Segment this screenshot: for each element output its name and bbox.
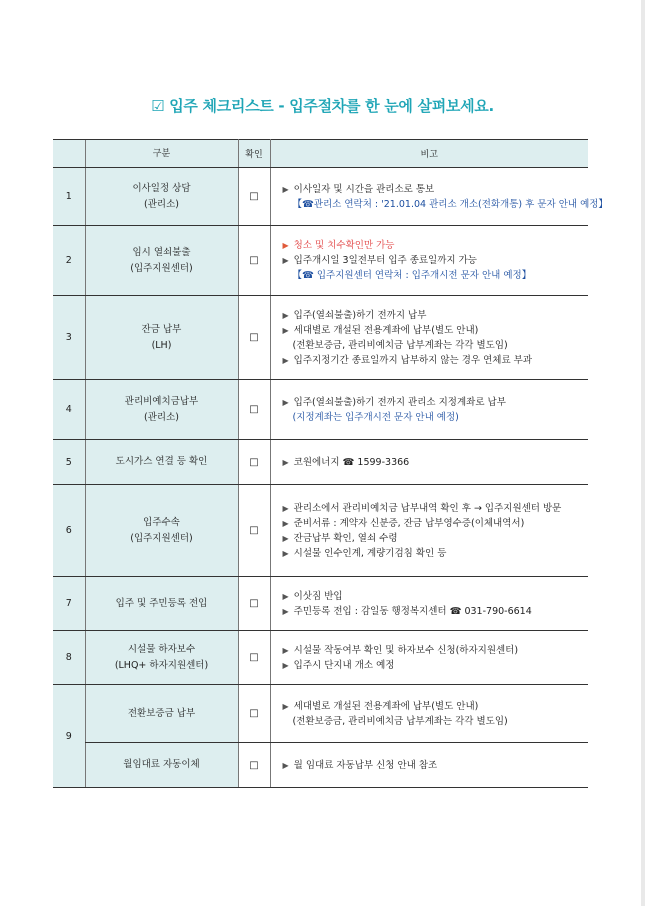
- note-line: [283, 455, 589, 470]
- note-text: 입주지정기간 종료일까지 납부하지 않는 경우 연체료 부과: [293, 354, 533, 366]
- table-row: [53, 440, 588, 485]
- triangle-bullet-icon: ▶: [282, 701, 289, 711]
- note-text: (전환보증금, 관리비예치금 납부계좌는 각각 별도임): [292, 715, 508, 727]
- table-row: [53, 685, 588, 743]
- note-text: 입주개시일 3일전부터 입주 종료일까지 가능: [293, 255, 477, 266]
- category-line: 입주수속: [143, 516, 180, 528]
- table-row: [53, 577, 588, 631]
- row-category: [85, 577, 238, 631]
- checkbox[interactable]: □: [249, 652, 259, 663]
- table-row: [53, 485, 588, 577]
- row-check-cell: [238, 226, 270, 296]
- triangle-bullet-icon: ▶: [282, 457, 289, 467]
- table-header-row: [53, 140, 588, 168]
- note-line: [283, 182, 589, 197]
- row-note: [270, 168, 608, 226]
- row-category: [85, 226, 238, 296]
- note-text: 이삿짐 반입: [293, 590, 343, 602]
- note-text: 시설물 인수인계, 계량기검침 확인 등: [293, 547, 447, 559]
- triangle-bullet-icon: ▶: [282, 503, 289, 513]
- category-line: 도시가스 연결 등 확인: [115, 456, 208, 467]
- triangle-bullet-icon: ▶: [282, 645, 289, 655]
- row-category: [85, 380, 238, 440]
- row-note: [270, 743, 588, 788]
- row-check-cell: [238, 631, 270, 685]
- row-number: 8: [53, 631, 85, 685]
- row-category: [85, 485, 238, 577]
- note-line: [283, 238, 589, 253]
- triangle-bullet-icon: ▶: [282, 325, 289, 335]
- note-line: [283, 353, 589, 368]
- note-text: 잔금납부 확인, 열쇠 수령: [293, 532, 398, 544]
- note-text: 주민등록 전입 : 감일동 행정복지센터 ☎ 031-790-6614: [293, 605, 532, 617]
- note-text: 청소 및 치수확인만 가능: [293, 240, 395, 251]
- header-note: 비고: [270, 140, 588, 168]
- table-row: [53, 631, 588, 685]
- note-text: 코원에너지 ☎ 1599-3366: [293, 456, 410, 468]
- note-text: 【☎ 입주지원센터 연락처 : 입주개시전 문자 안내 예정】: [292, 270, 532, 281]
- table-row: [53, 380, 588, 440]
- row-number: 6: [53, 485, 85, 577]
- checkbox[interactable]: □: [249, 456, 259, 468]
- triangle-bullet-icon: ▶: [282, 256, 289, 265]
- row-check-cell: [238, 743, 270, 788]
- row-number: 1: [53, 168, 85, 226]
- triangle-bullet-icon: ▶: [282, 548, 289, 558]
- note-text: (지정계좌는 입주개시전 문자 안내 예정): [292, 411, 459, 423]
- category-line: 임시 열쇠불출: [132, 246, 191, 258]
- triangle-bullet-icon: ▶: [282, 310, 289, 320]
- row-category: [85, 743, 238, 788]
- category-line: 시설물 하자보수: [127, 643, 196, 655]
- row-check-cell: [238, 296, 270, 380]
- triangle-bullet-icon: ▶: [282, 606, 289, 616]
- note-line: [283, 546, 589, 561]
- note-text: 입주(열쇠불출)하기 전까지 납부: [293, 309, 427, 321]
- row-category: [85, 440, 238, 485]
- row-check-cell: [238, 168, 270, 226]
- checkbox[interactable]: □: [249, 598, 259, 609]
- row-number: 4: [53, 380, 85, 440]
- category-line: 관리비예치금납부: [124, 395, 199, 407]
- note-line: [283, 410, 589, 425]
- note-line: [283, 323, 589, 338]
- table-row: [53, 226, 588, 296]
- row-number: 5: [53, 440, 85, 485]
- category-line: 월임대료 자동이체: [123, 759, 200, 770]
- note-text: 시설물 작동여부 확인 및 하자보수 신청(하자지원센터): [293, 644, 519, 656]
- category-line: 전환보증금 납부: [127, 707, 196, 719]
- note-text: 입주(열쇠불출)하기 전까지 관리소 지정계좌로 납부: [293, 396, 506, 408]
- triangle-bullet-icon: ▶: [282, 760, 289, 770]
- note-line: [283, 531, 589, 546]
- row-note: [270, 577, 588, 631]
- triangle-bullet-icon: ▶: [282, 660, 289, 670]
- row-note: [270, 226, 588, 296]
- triangle-bullet-icon: ▶: [282, 184, 289, 194]
- row-number: 7: [53, 577, 85, 631]
- checkbox[interactable]: □: [249, 332, 259, 343]
- row-note: [270, 440, 588, 485]
- note-line: [283, 758, 589, 773]
- table-row: [53, 743, 588, 788]
- checkbox[interactable]: □: [249, 404, 259, 415]
- row-number: 2: [53, 226, 85, 296]
- note-text: 월 임대료 자동납부 신청 안내 참조: [293, 759, 438, 771]
- note-line: [283, 604, 589, 619]
- page-edge: [641, 0, 645, 906]
- table-row: [53, 296, 588, 380]
- triangle-bullet-icon: ▶: [282, 518, 289, 528]
- header-category: 구분: [85, 140, 238, 168]
- table-row: [53, 168, 588, 226]
- note-line: [283, 643, 589, 658]
- category-line: 이사일정 상담: [132, 182, 191, 194]
- row-note: [270, 380, 588, 440]
- category-line: (관리소): [144, 198, 179, 210]
- row-number: 9: [53, 685, 85, 788]
- row-note: [270, 631, 588, 685]
- checkbox[interactable]: □: [249, 759, 259, 771]
- note-text: 준비서류 : 계약자 신분증, 잔금 납부영수증(이체내역서): [293, 517, 525, 529]
- row-category: [85, 296, 238, 380]
- note-line: [283, 589, 589, 604]
- note-line: [283, 699, 589, 714]
- note-text: (전환보증금, 관리비예치금 납부계좌는 각각 별도임): [292, 339, 508, 351]
- note-line: [283, 197, 608, 212]
- note-text: 입주시 단지내 개소 예정: [293, 659, 395, 671]
- row-note: [270, 685, 588, 743]
- note-text: 세대별로 개설된 전용계좌에 납부(별도 안내): [293, 324, 479, 336]
- checkbox[interactable]: □: [249, 708, 259, 719]
- note-line: [283, 516, 589, 531]
- note-line: [283, 268, 589, 283]
- category-line: 입주 및 주민등록 전입: [115, 597, 208, 609]
- note-line: [283, 658, 589, 673]
- note-text: 이사일자 및 시간을 관리소로 통보: [293, 183, 435, 195]
- triangle-bullet-icon: ▶: [282, 355, 289, 365]
- category-line: (관리소): [144, 411, 179, 423]
- note-text: 【☎관리소 연락처 : '21.01.04 관리소 개소(전화개통) 후 문자 안내 예정】: [292, 198, 608, 210]
- row-category: [85, 631, 238, 685]
- row-number: 3: [53, 296, 85, 380]
- note-line: [283, 253, 589, 268]
- triangle-bullet-icon: ▶: [282, 591, 289, 601]
- note-line: [283, 501, 589, 516]
- row-check-cell: [238, 440, 270, 485]
- checklist-table: [53, 139, 608, 788]
- category-line: (입주지원센터): [130, 532, 193, 544]
- category-line: (LHQ+ 하자지원센터): [114, 659, 209, 671]
- category-line: (입주지원센터): [130, 262, 193, 274]
- page-title: ☑ 입주 체크리스트 - 입주절차를 한 눈에 살펴보세요.: [151, 97, 494, 115]
- category-line: 잔금 납부: [141, 323, 182, 335]
- header-check: 확인: [238, 140, 270, 168]
- triangle-bullet-icon: ▶: [282, 241, 289, 250]
- row-check-cell: [238, 380, 270, 440]
- row-category: [85, 685, 238, 743]
- checkbox[interactable]: □: [249, 255, 259, 266]
- row-note: [270, 296, 588, 380]
- note-line: [283, 308, 589, 323]
- note-line: [283, 714, 589, 729]
- row-check-cell: [238, 577, 270, 631]
- triangle-bullet-icon: ▶: [282, 397, 289, 407]
- note-line: [283, 338, 589, 353]
- row-note: [270, 485, 588, 577]
- category-line: (LH): [151, 339, 172, 351]
- header-no: [53, 140, 85, 168]
- row-category: [85, 168, 238, 226]
- checkbox[interactable]: □: [249, 191, 259, 202]
- note-line: [283, 395, 589, 410]
- row-check-cell: [238, 485, 270, 577]
- note-text: 세대별로 개설된 전용계좌에 납부(별도 안내): [293, 700, 479, 712]
- checkbox[interactable]: □: [249, 525, 259, 536]
- note-text: 관리소에서 관리비예치금 납부내역 확인 후 → 입주지원센터 방문: [293, 502, 562, 514]
- triangle-bullet-icon: ▶: [282, 533, 289, 543]
- row-check-cell: [238, 685, 270, 743]
